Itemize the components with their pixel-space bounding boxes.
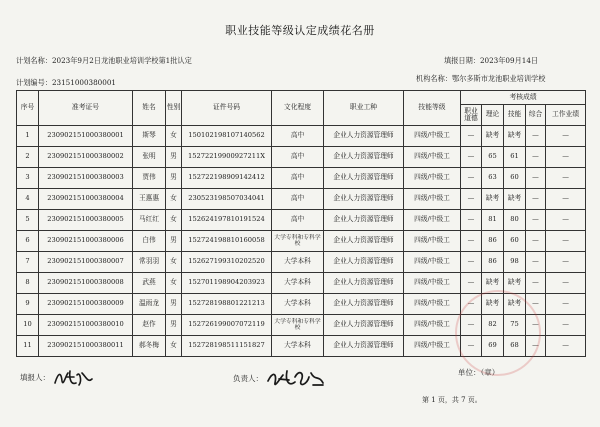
header-seq: 序号 [17, 91, 39, 126]
cell-theory: 缺考 [482, 294, 504, 315]
cell-id-no: 152627199310202520 [182, 252, 272, 273]
cell-occupation: 企业人力资源管理师 [324, 126, 404, 147]
page-number: 第 1 页，共 7 页。 [422, 396, 482, 404]
header-education: 文化程度 [272, 91, 324, 126]
cell-moral: — [461, 315, 482, 336]
cell-seq: 1 [17, 126, 39, 147]
cell-education: 大学专科和专科学校 [272, 231, 324, 252]
cell-seq: 6 [17, 231, 39, 252]
cell-work-results: — [546, 147, 586, 168]
cell-skill: 缺考 [504, 126, 526, 147]
cell-name: 郝冬梅 [133, 336, 166, 357]
header-moral: 职业道德 [461, 105, 482, 126]
cell-seq: 5 [17, 210, 39, 231]
cell-education: 高中 [272, 189, 324, 210]
fill-date-label: 填报日期： [444, 56, 480, 65]
header-occupation: 职业工种 [324, 91, 404, 126]
cell-moral: — [461, 189, 482, 210]
cell-composite: — [526, 273, 546, 294]
cell-id-no: 152728198801221213 [182, 294, 272, 315]
plan-name-line [16, 56, 192, 66]
cell-gender: 男 [166, 168, 182, 189]
cell-education: 大学本科 [272, 273, 324, 294]
cell-seq: 2 [17, 147, 39, 168]
cell-theory: 缺考 [482, 189, 504, 210]
header-gender: 性别 [166, 91, 182, 126]
cell-occupation: 企业人力资源管理师 [324, 336, 404, 357]
cell-composite: — [526, 210, 546, 231]
cell-gender: 男 [166, 231, 182, 252]
cell-name: 白伟 [133, 231, 166, 252]
cell-skill: 98 [504, 252, 526, 273]
cell-composite: — [526, 189, 546, 210]
cell-seq: 10 [17, 315, 39, 336]
cell-id-no: 15272219900927211X [182, 147, 272, 168]
cell-gender: 男 [166, 294, 182, 315]
cell-occupation: 企业人力资源管理师 [324, 168, 404, 189]
table-row [17, 168, 586, 189]
org-name-line [416, 74, 545, 84]
cell-moral: — [461, 252, 482, 273]
cell-work-results: — [546, 189, 586, 210]
cell-level: 四级/中级工 [404, 210, 461, 231]
cell-moral: — [461, 147, 482, 168]
cell-education: 大学本科 [272, 252, 324, 273]
cell-level: 四级/中级工 [404, 189, 461, 210]
header-skill: 技能 [504, 105, 526, 126]
cell-education: 大学专科和专科学校 [272, 315, 324, 336]
principal-handwritten-signature [265, 367, 327, 391]
cell-work-results: — [546, 168, 586, 189]
cell-id-no: 152728198511151827 [182, 336, 272, 357]
cell-work-results: — [546, 231, 586, 252]
cell-cert-no: 230902151000380004 [39, 189, 133, 210]
cell-cert-no: 230902151000380001 [39, 126, 133, 147]
header-level: 技能等级 [404, 91, 461, 126]
org-name-value: 鄂尔多斯市龙池职业培训学校 [451, 74, 546, 83]
cell-occupation: 企业人力资源管理师 [324, 189, 404, 210]
cell-occupation: 企业人力资源管理师 [324, 147, 404, 168]
cell-composite: — [526, 147, 546, 168]
cell-theory: 63 [482, 168, 504, 189]
cell-id-no: 152722198909142412 [182, 168, 272, 189]
cell-theory: 82 [482, 315, 504, 336]
cell-level: 四级/中级工 [404, 231, 461, 252]
cell-name: 武燕 [133, 273, 166, 294]
cell-moral: — [461, 168, 482, 189]
plan-number-label: 计划编号： [16, 78, 52, 87]
cell-id-no: 230523198507034041 [182, 189, 272, 210]
filler-label: 填报人： [20, 373, 50, 382]
cell-skill: 缺考 [504, 294, 526, 315]
cell-gender: 女 [166, 336, 182, 357]
unit-seal-label: 单位：（章） [458, 368, 500, 377]
cell-composite: — [526, 168, 546, 189]
cell-level: 四级/中级工 [404, 336, 461, 357]
fill-date-line [444, 56, 538, 66]
cell-level: 四级/中级工 [404, 168, 461, 189]
cell-theory: 65 [482, 147, 504, 168]
cell-education: 高中 [272, 126, 324, 147]
cell-skill: 61 [504, 147, 526, 168]
cell-work-results: — [546, 315, 586, 336]
cell-composite: — [526, 126, 546, 147]
cell-name: 马红红 [133, 210, 166, 231]
cell-work-results: — [546, 252, 586, 273]
cell-seq: 8 [17, 273, 39, 294]
cell-theory: 86 [482, 231, 504, 252]
cell-composite: — [526, 336, 546, 357]
cell-education: 大学本科 [272, 336, 324, 357]
cell-skill: 75 [504, 315, 526, 336]
plan-number-line [16, 78, 116, 88]
cell-occupation: 企业人力资源管理师 [324, 252, 404, 273]
cell-name: 斯琴 [133, 126, 166, 147]
cell-level: 四级/中级工 [404, 294, 461, 315]
filler-signature-block [20, 367, 94, 389]
cell-id-no: 152624197810191524 [182, 210, 272, 231]
table-row [17, 189, 586, 210]
cell-level: 四级/中级工 [404, 147, 461, 168]
cell-cert-no: 230902151000380005 [39, 210, 133, 231]
cell-moral: — [461, 210, 482, 231]
cell-work-results: — [546, 273, 586, 294]
cell-id-no: 152726199007072119 [182, 315, 272, 336]
cell-cert-no: 230902151000380008 [39, 273, 133, 294]
cell-work-results: — [546, 126, 586, 147]
cell-skill: 60 [504, 231, 526, 252]
cell-level: 四级/中级工 [404, 273, 461, 294]
cell-name: 赵作 [133, 315, 166, 336]
cell-skill: 缺考 [504, 273, 526, 294]
header-work-results: 工作业绩 [546, 105, 586, 126]
cell-moral: — [461, 126, 482, 147]
table-row [17, 210, 586, 231]
header-id-no: 证件号码 [182, 91, 272, 126]
unit-seal-stamp [455, 290, 541, 376]
cell-education: 大学本科 [272, 294, 324, 315]
plan-name-value: 2023年9月2日龙池职业培训学校第1批认定 [51, 56, 192, 65]
plan-name-label: 计划名称： [16, 56, 52, 65]
cell-theory: 86 [482, 252, 504, 273]
cell-seq: 3 [17, 168, 39, 189]
cell-theory: 缺考 [482, 126, 504, 147]
cell-gender: 男 [166, 315, 182, 336]
principal-signature-block [233, 367, 327, 391]
cell-seq: 11 [17, 336, 39, 357]
cell-seq: 7 [17, 252, 39, 273]
cell-occupation: 企业人力资源管理师 [324, 315, 404, 336]
cell-level: 四级/中级工 [404, 315, 461, 336]
cell-composite: — [526, 294, 546, 315]
cell-theory: 缺考 [482, 273, 504, 294]
cell-gender: 女 [166, 252, 182, 273]
header-name: 姓名 [133, 91, 166, 126]
cell-name: 王惠惠 [133, 189, 166, 210]
cell-work-results: — [546, 294, 586, 315]
cell-level: 四级/中级工 [404, 126, 461, 147]
cell-education: 高中 [272, 147, 324, 168]
cell-skill: 60 [504, 168, 526, 189]
cell-occupation: 企业人力资源管理师 [324, 294, 404, 315]
cell-moral: — [461, 273, 482, 294]
table-row [17, 231, 586, 252]
principal-label: 负责人： [233, 374, 263, 383]
plan-number-value: 23151000380001 [51, 78, 116, 87]
cell-skill: 80 [504, 210, 526, 231]
cell-work-results: — [546, 336, 586, 357]
document-title: 职业技能等级认定成绩花名册 [225, 24, 375, 37]
cell-cert-no: 230902151000380009 [39, 294, 133, 315]
cell-composite: — [526, 231, 546, 252]
cell-gender: 女 [166, 126, 182, 147]
cell-occupation: 企业人力资源管理师 [324, 273, 404, 294]
header-composite: 综合 [526, 105, 546, 126]
cell-id-no: 150102198107140562 [182, 126, 272, 147]
table-row [17, 126, 586, 147]
cell-gender: 女 [166, 273, 182, 294]
cell-id-no: 152701198904203923 [182, 273, 272, 294]
cell-skill: 缺考 [504, 189, 526, 210]
cell-cert-no: 230902151000380010 [39, 315, 133, 336]
cell-composite: — [526, 252, 546, 273]
filler-handwritten-signature [52, 367, 94, 389]
fill-date-value: 2023年09月14日 [479, 56, 539, 65]
cell-occupation: 企业人力资源管理师 [324, 210, 404, 231]
header-theory: 理论 [482, 105, 504, 126]
cell-education: 高中 [272, 168, 324, 189]
cell-id-no: 152724198810160058 [182, 231, 272, 252]
cell-cert-no: 230902151000380011 [39, 336, 133, 357]
cell-moral: — [461, 294, 482, 315]
cell-seq: 4 [17, 189, 39, 210]
cell-gender: 女 [166, 189, 182, 210]
cell-moral: — [461, 231, 482, 252]
cell-name: 常羽羽 [133, 252, 166, 273]
cell-seq: 9 [17, 294, 39, 315]
cell-name: 张明 [133, 147, 166, 168]
cell-education: 高中 [272, 210, 324, 231]
cell-moral: — [461, 336, 482, 357]
cell-gender: 男 [166, 147, 182, 168]
table-row [17, 252, 586, 273]
cell-theory: 69 [482, 336, 504, 357]
header-cert-no: 准考证号 [39, 91, 133, 126]
cell-occupation: 企业人力资源管理师 [324, 231, 404, 252]
cell-name: 贾伟 [133, 168, 166, 189]
cell-work-results: — [546, 210, 586, 231]
table-row [17, 147, 586, 168]
cell-level: 四级/中级工 [404, 252, 461, 273]
org-name-label: 机构名称： [416, 74, 452, 83]
cell-composite: — [526, 315, 546, 336]
header-scores: 考核成绩 [461, 91, 586, 105]
cell-cert-no: 230902151000380006 [39, 231, 133, 252]
cell-cert-no: 230902151000380007 [39, 252, 133, 273]
cell-gender: 女 [166, 210, 182, 231]
cell-cert-no: 230902151000380003 [39, 168, 133, 189]
cell-theory: 81 [482, 210, 504, 231]
cell-skill: 68 [504, 336, 526, 357]
cell-name: 温雨龙 [133, 294, 166, 315]
cell-cert-no: 230902151000380002 [39, 147, 133, 168]
